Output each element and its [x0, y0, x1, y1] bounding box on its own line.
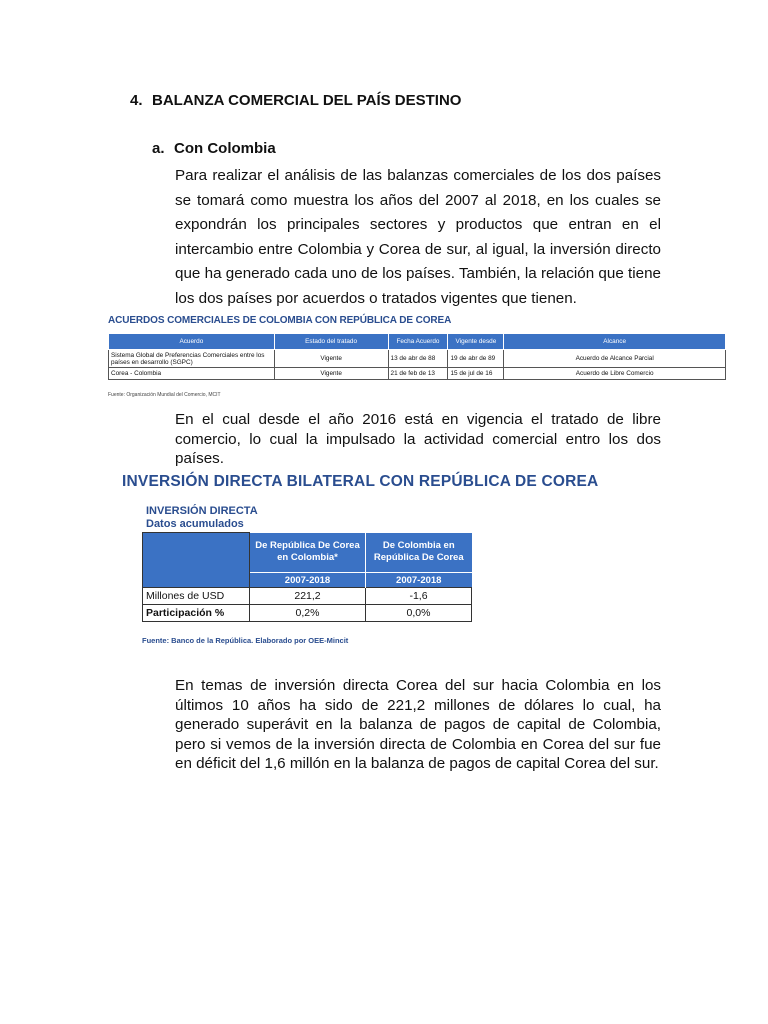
section-title: BALANZA COMERCIAL DEL PAÍS DESTINO — [152, 92, 462, 109]
column-header: Estado del tratado — [274, 334, 388, 350]
column-header: Alcance — [504, 334, 726, 350]
agreements-header-row — [109, 334, 726, 350]
table-corner — [143, 533, 250, 588]
table-cell: 0,0% — [366, 605, 472, 622]
table-cell: Sistema Global de Preferencias Comerciales entre los países en desarrollo (SGPC) — [109, 350, 275, 368]
subsection-heading — [152, 140, 276, 157]
agreements-table-title: ACUERDOS COMERCIALES DE COLOMBIA CON REPÚBLICA DE COREA — [108, 315, 452, 326]
table-cell: 0,2% — [250, 605, 366, 622]
table-cell: Vigente — [274, 368, 388, 380]
subsection-letter: a. — [152, 140, 165, 157]
investment-header-row — [143, 533, 472, 573]
investment-table — [142, 532, 472, 622]
investment-subtitle-2: Datos acumulados — [146, 518, 244, 530]
paragraph-intro: Para realizar el análisis de las balanzas comerciales de los dos países se tomará como muestra los años del 2007 al 2018, en los cuales se expondrán los principales sectores y productos que entran en el intercambio entre Colombia y Corea de sur, al igual, la inversión directo que ha generado cada uno de los países. También, la relación que tiene los dos países por acuerdos o tratados vigentes que tienen. — [175, 167, 661, 307]
investment-source: Fuente: Banco de la República. Elaborado por OEE-Mincit — [142, 636, 349, 645]
table-cell: 13 de abr de 88 — [388, 350, 448, 368]
subsection-title: Con Colombia — [174, 140, 276, 157]
column-header: Acuerdo — [109, 334, 275, 350]
paragraph-investment: En temas de inversión directa Corea del sur hacia Colombia en los últimos 10 años ha sido de 221,2 millones de dólares lo cual, ha generado superávit en la balanza de pagos de capital de Colombia, pero si vemos de la inversión directa de Colombia en Corea del sur fue en déficit del 1,6 millón en la balanza de pagos de capital Corea del sur. — [175, 677, 661, 772]
row-label: Participación % — [143, 605, 250, 622]
table-row — [143, 605, 472, 622]
agreements-table — [108, 333, 726, 380]
investment-title: INVERSIÓN DIRECTA BILATERAL CON REPÚBLICA DE COREA — [122, 473, 599, 490]
paragraph-agreement: En el cual desde el año 2016 está en vigencia el tratado de libre comercio, lo cual la impulsado la actividad comercial entro los dos países. — [175, 411, 661, 467]
section-heading — [130, 92, 461, 109]
table-row — [109, 350, 726, 368]
table-row — [109, 368, 726, 380]
table-cell: Acuerdo de Libre Comercio — [504, 368, 726, 380]
table-cell: 21 de feb de 13 — [388, 368, 448, 380]
column-header: De Colombia en República De Corea — [366, 533, 472, 573]
table-cell: Vigente — [274, 350, 388, 368]
investment-subtitle: INVERSIÓN DIRECTA — [146, 505, 258, 517]
table-cell: 15 de jul de 16 — [448, 368, 504, 380]
period-header: 2007-2018 — [250, 573, 366, 588]
table-cell: 19 de abr de 89 — [448, 350, 504, 368]
column-header: Vigente desde — [448, 334, 504, 350]
table-cell: Corea - Colombia — [109, 368, 275, 380]
table-cell: Acuerdo de Alcance Parcial — [504, 350, 726, 368]
period-header: 2007-2018 — [366, 573, 472, 588]
column-header: Fecha Acuerdo — [388, 334, 448, 350]
row-label: Millones de USD — [143, 588, 250, 605]
column-header: De República De Corea en Colombia* — [250, 533, 366, 573]
agreements-source: Fuente: Organización Mundial del Comercio, MCIT — [108, 392, 221, 398]
section-number: 4. — [130, 92, 143, 109]
table-cell: -1,6 — [366, 588, 472, 605]
table-cell: 221,2 — [250, 588, 366, 605]
table-row — [143, 588, 472, 605]
